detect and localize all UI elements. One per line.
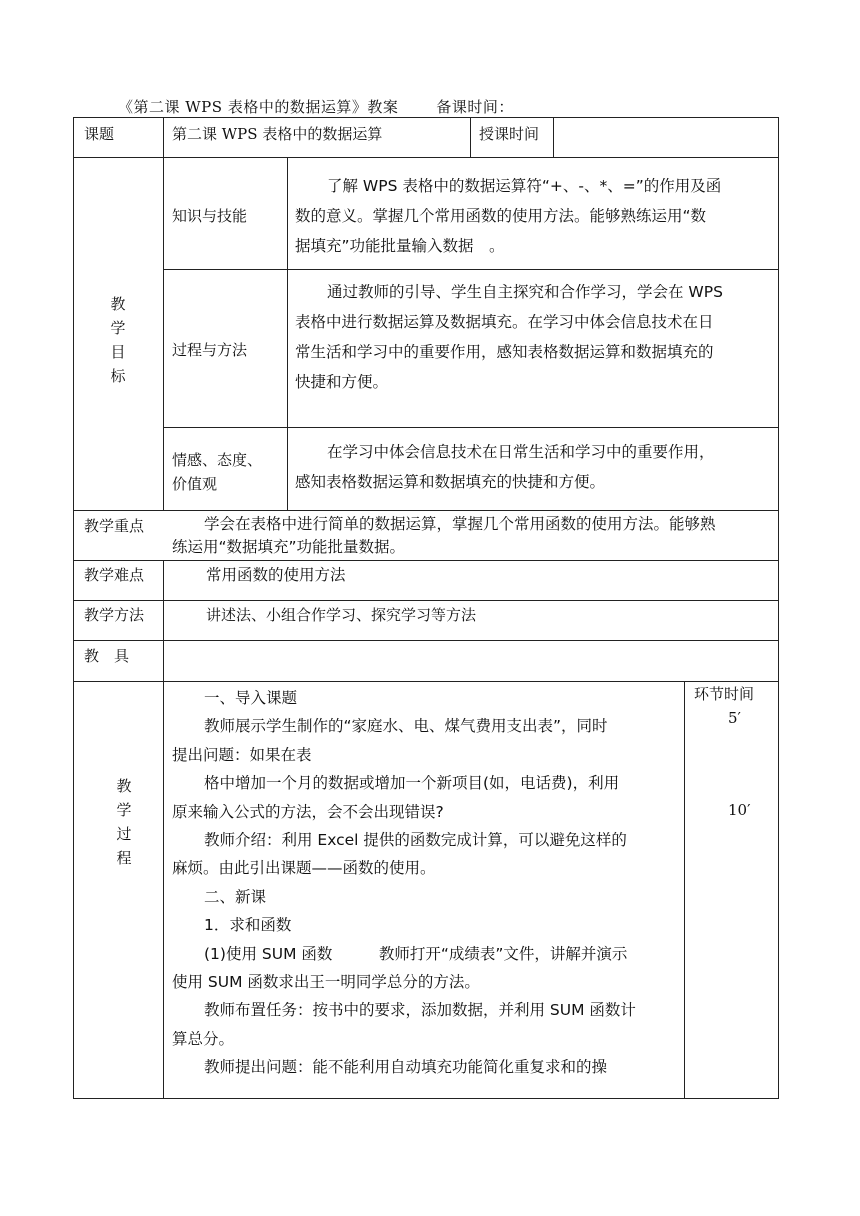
key-points-label: 教学重点 [84, 517, 145, 535]
segment-time-1: 5′ [728, 709, 741, 727]
process-method-label: 过程与方法 [172, 341, 248, 359]
objectives-label: 教 学 目 标 [110, 295, 126, 385]
emotion-text: 在学习中体会信息技术在日常生活和学习中的重要作用， 感知表格数据运算和数据填充的快捷和方便。 [295, 443, 715, 491]
class-time-label: 授课时间 [479, 125, 540, 143]
knowledge-text: 了解 WPS 表格中的数据运算符“+、-、*、=”的作用及函 数的意义。掌握几个常用函数的使用方法。能够熟练运用“数 据填充”功能批量输入数据 。 [295, 177, 722, 255]
teaching-process-text: 一、导入课题 教师展示学生制作的“家庭水、电、煤气费用支出表”，同时 提出问题：如果在表 格中增加一个月的数据或增加一个新项目(如，电话费)，利用 原来输入公式的方法，会不会出现错误? 教师介绍：利用 Excel 提供的函数完成计算，可以避免这样的 麻烦。由此引出课题——函数的使用。 二、新课 1．求和函数 (1)使用 SUM 函数 教师打开“成绩表”文件，讲解并演示 使用 SUM 函数求出王一明同学总分的方法。 教师布置任务：按书中的要求，添加数据，并利用 SUM 函数计 算总分。 教师提出问题：能不能利用自动填充功能简化重复求和的操 [172, 684, 680, 1082]
knowledge-label: 知识与技能 [172, 207, 248, 225]
segment-time-header: 环节时间 [694, 685, 755, 703]
topic-value: 第二课 WPS 表格中的数据运算 [172, 125, 383, 143]
methods-value: 讲述法、小组合作学习、探究学习等方法 [206, 606, 477, 624]
emotion-label-line1: 情感、态度、 [172, 451, 263, 469]
lesson-title: 《第二课 WPS 表格中的数据运算》教案 [118, 98, 399, 116]
difficulties-value: 常用函数的使用方法 [206, 566, 346, 584]
tools-label: 教 具 [84, 647, 130, 665]
topic-label: 课题 [84, 125, 115, 143]
segment-time-2: 10′ [728, 801, 751, 819]
section-new-lesson-heading: 二、新课 [204, 887, 267, 906]
difficulties-label: 教学难点 [84, 566, 145, 584]
section-intro-heading: 一、导入课题 [204, 689, 298, 707]
prep-time-label: 备课时间： [436, 98, 514, 116]
document-title [118, 96, 514, 117]
key-points-text: 学会在表格中进行简单的数据运算，掌握几个常用函数的使用方法。能够熟 练运用“数据填充”功能批量数据。 [172, 515, 716, 556]
process-method-text: 通过教师的引导、学生自主探究和合作学习，学会在 WPS 表格中进行数据运算及数据填充。在学习中体会信息技术在日 常生活和学习中的重要作用，感知表格数据运算和数据填充的 快捷和方便。 [295, 283, 723, 391]
emotion-label-line2: 价值观 [172, 475, 218, 493]
teaching-process-label: 教 学 过 程 [116, 777, 132, 867]
methods-label: 教学方法 [84, 606, 145, 624]
